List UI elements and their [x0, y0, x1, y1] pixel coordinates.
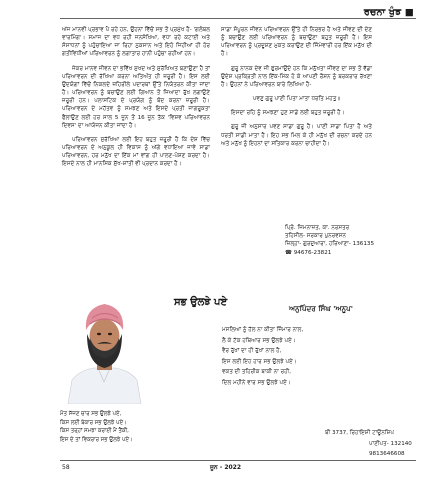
poem-line: ਇਸ ਲਈ ਇਹ ਹਾਰ ਸਭ ਉਲਝੇ ਪਏ।	[222, 358, 297, 365]
article-right-column	[221, 26, 372, 148]
address-phone: 9813646608	[369, 451, 405, 458]
signature-line: ਤਹਿਸੀਲ- ਸਰਕਾਰ ਪੁਨਰਵਸਨ	[285, 233, 346, 240]
poem-line: ਕਿਸ ਲਈ ਬੇਕਾਰ ਸਭ ਉਲਝੇ ਪਏ।	[60, 419, 127, 426]
author-signature	[285, 224, 415, 257]
article-paragraph: ਅੱਜ ਮਾਨਵੀ ਪ੍ਰਭਾਵ ਪੈ ਰਹੇ ਹਨ, ਉਹਨਾਂ ਵਿੱਚੋਂ ਸਭ ਤੋਂ ਪ੍ਰਮੁੱਖ ਹੈ- 'ਗਲੋਬਲ ਵਾਰਮਿੰਗ'। ਸਮਾਜ ਦਾ ਵਧ ਰਹੀ ਜਨਸੰਖਿਆ, ਵਧਾ ਰਹੇ ਕਟਾਈ ਅਤੇ ਸੰਸਾਧਨਾਂ ਨੂੰ ਪਹੁੰਚਾਇਆ ਜਾ ਰਿਹਾ ਨੁਕਸਾਨ ਅਤੇ ਇਹੋ ਜਿਹੀਆਂ ਹੀ ਹੋਰ ਗਤੀਵਿਧੀਆਂ ਪਰਿਆਵਰਨ ਨੂੰ ਲਗਾਤਾਰ ਹਾਨੀ ਪਹੁੰਚਾ ਰਹੀਆਂ ਹਨ।	[62, 27, 210, 58]
header-rule	[60, 18, 416, 19]
author-photo	[60, 294, 149, 404]
article-paragraph: ਇਸਦਾ ਰਹਿ ਨੂੰ ਸਮਝਣਾ ਹੁਣ ਸਾਡੇ ਲਈ ਬਹੁਤ ਜ਼ਰੂਰੀ ਹੈ।	[231, 110, 345, 117]
article-paragraph: ਜੇਕਰ ਮਾਨਵ ਜੀਵਨ ਦਾ ਭਵਿੱਖ ਸੁਖਦ ਅਤੇ ਸੁਰੱਖਿਅਤ ਬਣਾਉਣਾ ਹੈ ਤਾਂ ਪਰਿਆਵਰਨ ਦੀ ਰੱਖਿਆ ਕਰਨਾ ਅਤਿਅੰਤ ਹੀ ਜ਼ਰੂਰੀ ਹੈ। ਇਸ ਲਈ ਉਦਯੋਗਾਂ ਵਿੱਚੋਂ ਨਿਕਲਦੇ ਜ਼ਹਿਰੀਲੇ ਪਦਾਰਥਾਂ ਉੱਤੇ ਨਿਯੰਤਰਨ ਕੀਤਾ ਜਾਂਦਾ ਹੈ। ਪਰਿਆਵਰਨ ਨੂੰ ਬਚਾਉਣ ਲਈ ਗਿਆਨ ਤੋਂ ਜਿਆਦਾ ਰੁੱਖ ਲਗਾਉਣੇ ਜ਼ਰੂਰੀ ਹਨ। ਪਲਾਸਟਿਕ ਦੇ ਪ੍ਰਯੋਗ ਨੂੰ ਬੰਦ ਕਰਨਾ ਜ਼ਰੂਰੀ ਹੈ। ਪਰਿਆਵਰਨ ਦੇ ਮਹੱਤਵ ਨੂੰ ਸਮਝਣ ਅਤੇ ਇਸਦੇ ਪ੍ਰਤੀ ਜਾਗਰੂਕਤਾ ਫੈਲਾਉਣ ਲਈ ਹਰ ਸਾਲ 5 ਜੂਨ ਤੋਂ 16 ਜੂਨ ਤੱਕ 'ਵਿਸ਼ਵ ਪਰਿਆਵਰਨ ਦਿਵਸ' ਦਾ ਆਯੋਜਨ ਕੀਤਾ ਜਾਂਦਾ ਹੈ।	[62, 65, 210, 129]
poem-author: ਅਨੁਪਿੰਦਰ ਸਿੰਘ 'ਅਨੂਪ'	[289, 304, 354, 313]
article-paragraph: ਗੁਰੂ ਜੀ ਅਨੁਸਾਰ ਪਵਣ ਸਾਡਾ ਗੁਰੂ ਹੈ। ਪਾਣੀ ਸਾਡਾ ਪਿਤਾ ਹੈ ਅਤੇ ਧਰਤੀ ਸਾਡੀ ਮਾਤਾ ਹੈ। ਇਹ ਸਭ ਮਿਲ ਕੇ ਹੀ ਮਨੁੱਖ ਦੀ ਰਚਨਾ ਕਰਦੇ ਹਨ ਅਤੇ ਮਨੁੱਖ ਨੂੰ ਇਹਨਾਂ ਦਾ ਸਤਿਕਾਰ ਕਰਨਾ ਚਾਹੀਦਾ ਹੈ।	[221, 124, 372, 147]
poem-line: ਦਿਲ ਮਹੀਨੇ ਵਾਰ ਸਭ ਉਲਝੇ ਪਏ।	[222, 379, 291, 386]
issue-date: ਜੂਨ - 2022	[210, 464, 242, 471]
footer-rule	[60, 460, 416, 461]
poem-title: ਸਭ ਉਲਝੇ ਪਏ	[174, 297, 228, 308]
signature-name: ਪ੍ਰਿੰ. ਜਿਮਨਾਜ਼ਤ, ਕਾ. ਨਰਸਤਰ	[285, 225, 350, 231]
poem-line: ਵੈਰ ਰੁੱਖਾਂ ਦਾ ਹੀ ਰੁੱਖਾਂ ਨਾਲ ਹੈ,	[222, 348, 282, 355]
poem-line: ਕਿਸ ਤਰ੍ਹਾਂ ਸਮਝਾ ਕਰਾਈ ਮੈਂ ਤੈਂਕੀ,	[60, 428, 129, 435]
article-paragraph: ਸਾਡਾ ਸੰਪੂਰਨ ਜੀਵਨ ਪਰਿਆਵਰਨ ਉੱਤੇ ਹੀ ਨਿਰਭਰ ਹੈ ਅਤੇ ਜੀਵਣ ਦੀ ਦੇਣ ਨੂੰ ਬਚਾਉਣ ਲਈ ਪਰਿਆਵਰਨ ਨੂੰ ਬਚਾਉਣਾ ਬਹੁਤ ਜ਼ਰੂਰੀ ਹੈ। ਇਸ ਪਰਿਆਵਰਨ ਨੂੰ ਪ੍ਰਦੂਸ਼ਣ ਮੁਕਤ ਕਰਾਉਣ ਦੀ ਜਿੰਮੇਵਾਰੀ ਹਰ ਇੱਕ ਮਨੁੱਖ ਦੀ ਹੈ।	[221, 27, 372, 58]
poem-line: ਮਸਲਿਆਂ ਨੂੰ ਹੱਲ ਨਾ ਕੀਤਾ ਜਿੰਮਾਰ ਨਾਲ,	[222, 327, 304, 333]
author-portrait-icon	[60, 294, 149, 404]
article-paragraph: ਪਰਿਆਵਰਨ ਸੁਰੱਖਿਆ ਲਈ ਇਹ ਬਹੁਤ ਜ਼ਰੂਰੀ ਹੈ ਕਿ ਦੇਸ਼ ਵਿੱਚ ਪਰਿਆਵਰਨ ਦੇ ਅਨੁਕੂਲ ਹੀ ਵਿਕਾਸ ਨੂੰ ਅੱਗੇ ਵਧਾਇਆ ਜਾਵੇ ਸਾਡਾ ਪਰਿਆਵਰਨ, ਹਰ ਮਨੁੱਖ ਦਾ ਇੱਕ ਮਾਂ ਵਾਂਗ ਹੀ ਪਾਲਣ-ਪੋਸ਼ਣ ਕਰਦਾ ਹੈ। ਇਸਦੇ ਨਾਲ ਹੀ ਮਾਨਸਿਕ ਸੁੱਖ-ਸ਼ਾਂਤੀ ਵੀ ਪ੍ਰਦਾਨ ਕਰਦਾ ਹੈ।	[62, 136, 210, 168]
poet-address	[325, 428, 412, 460]
magazine-brand: ਰਚਨਾ ਖੁੰਝ ■	[363, 7, 414, 18]
article-paragraph: ਗੁਰੂ ਨਾਨਕ ਦੇਵ ਜੀ ਫੁਰਮਾਉਂਦੇ ਹਨ ਕਿ ਮਨੁੱਖਤਾ ਜੀਵਣ ਦਾ ਸਭ ਤੋਂ ਵੱਡਾ ਉਦੇਸ਼ ਪ੍ਰਕ੍ਰਿਤੀ ਨਾਲ ਇੱਕ-ਮਿੱਕ ਹੋ ਕੇ ਆਪਣੀ ਰੌਸ਼ਨ ਨੂੰ ਬਰਕਰਾਰ ਰੱਖਣਾ ਹੈ। ਉਹਨਾਂ ਨੇ ਪਰਿਆਵਰਨ ਬਾਰੇ ਲਿਖਿਆ ਹੈ-	[221, 65, 372, 88]
gurbani-quote: ਪਵਣੁ ਗੁਰੂ ਪਾਣੀ ਪਿਤਾ ਮਾਤਾ ਧਰਤਿ ਮਹਤੁ॥	[252, 96, 341, 103]
signature-phone: ☎ 94676-23821	[285, 249, 332, 256]
poem-line: ਵਕਤ ਦੀ ਤਹਿਰੀਕ ਬਾਕੀ ਨਾ ਰਹੀ,	[222, 369, 292, 376]
article-left-column	[62, 26, 210, 169]
address-line: ਬੀ 3737, ਰਿਹਾਇਸ਼ੀ ਟਾਊਨਸ਼ਿਪ	[325, 430, 394, 436]
poem-line: ਮੌਤ ਸੱਜਣ ਚਾਰ ਸਭ ਉਲਝੇ ਪਏ,	[60, 411, 122, 417]
address-city: ਪਾਣੀਪਤ- 132140	[369, 440, 412, 447]
poem-line: ਇਸ ਦੇ ਤਾਂ ਵਿਕਰਾਰ ਸਭ ਉਲਝੇ ਪਏ।	[60, 436, 133, 443]
poem-verses-right	[222, 325, 417, 389]
page-number: 58	[62, 464, 70, 471]
signature-address: ਜ਼ਿਲ੍ਹਾ- ਗੁਰਦੁਆਰਾ, ਹਰਿਆਣਾ- 136135	[285, 241, 375, 248]
poem-verses-left	[60, 410, 210, 444]
poem-line: ਲੈ ਕੇ ਟੱਕ ਹਥਿਆਰ ਸਭ ਉਲਝੇ ਪਏ।	[222, 337, 296, 344]
